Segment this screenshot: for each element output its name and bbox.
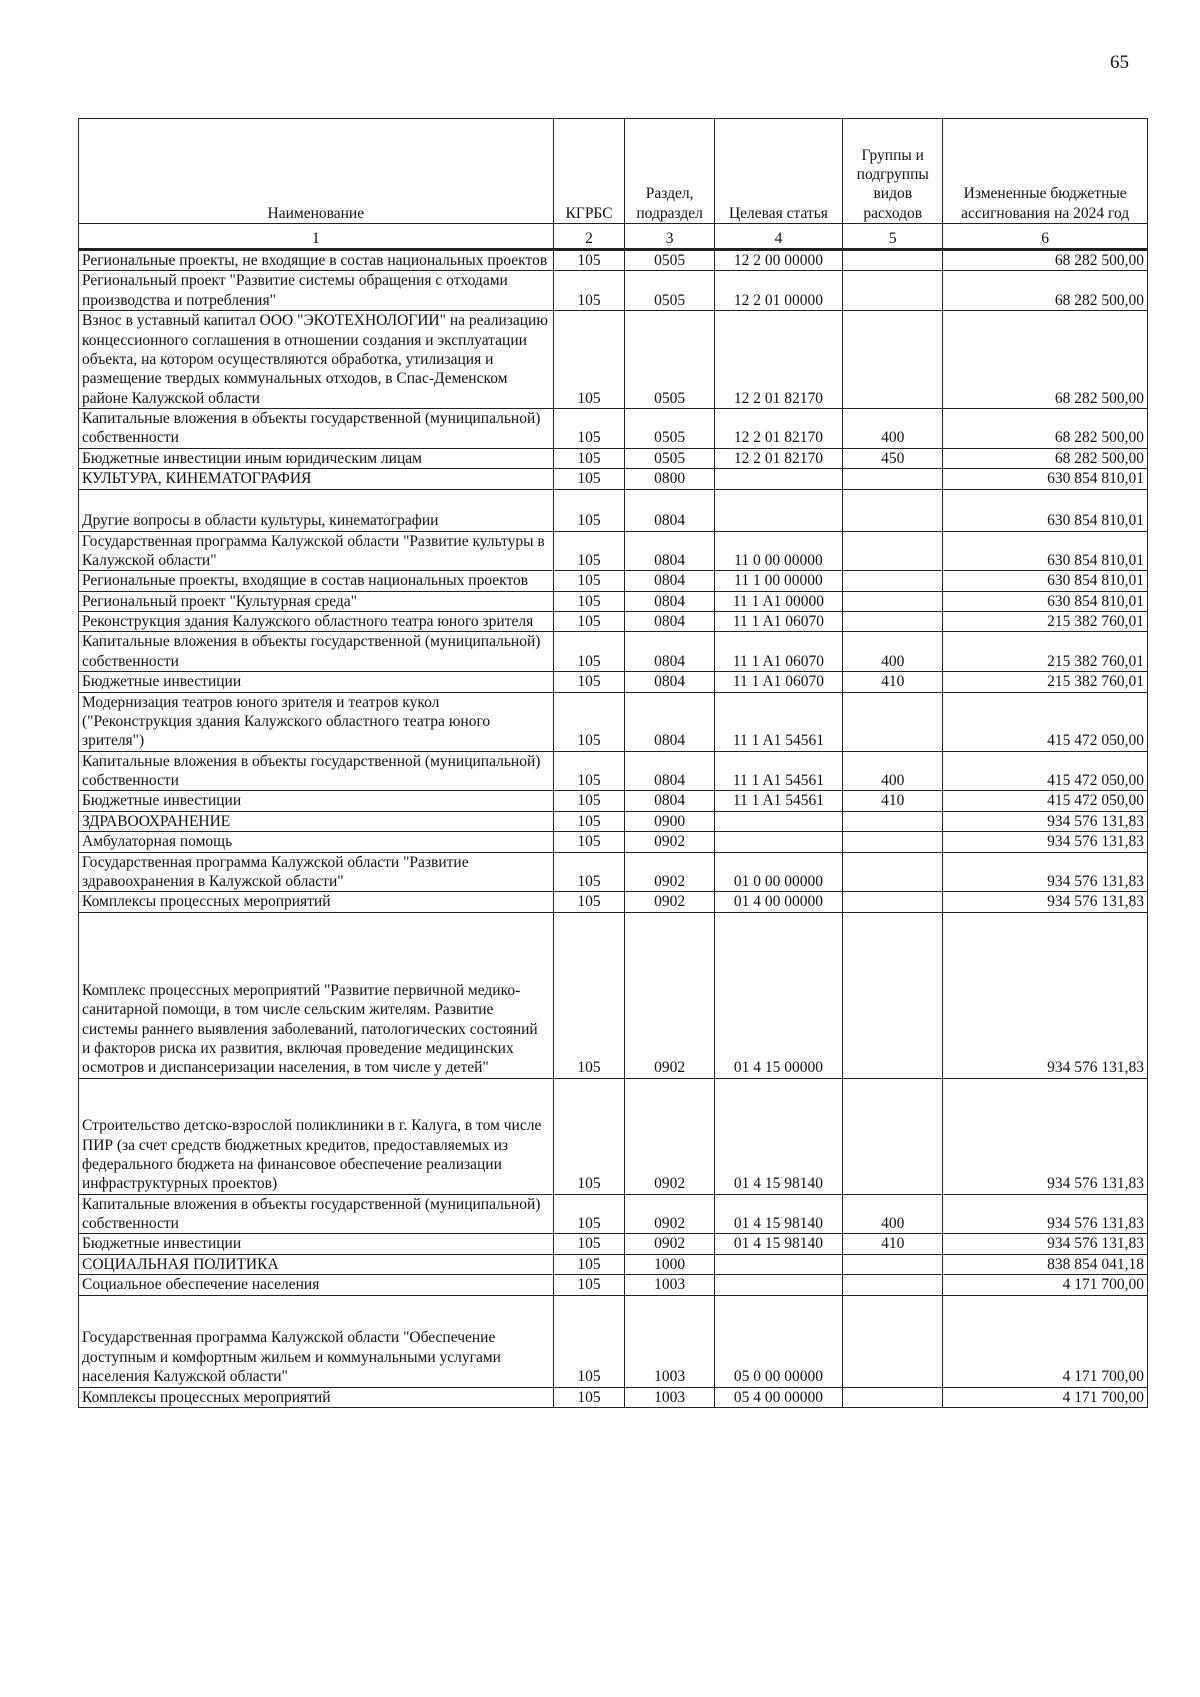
table-body xyxy=(79,250,1148,1408)
row-section: 0902 xyxy=(625,1194,714,1234)
table-row xyxy=(79,311,1148,409)
row-section: 0804 xyxy=(625,531,714,571)
row-kgrbs: 105 xyxy=(553,1275,625,1295)
table-row xyxy=(79,1295,1148,1387)
row-section: 0804 xyxy=(625,489,714,531)
table-row xyxy=(79,892,1148,912)
row-amount: 415 472 050,00 xyxy=(943,791,1148,811)
row-kgrbs: 105 xyxy=(553,1387,625,1407)
row-kgrbs: 105 xyxy=(553,571,625,591)
row-name: Региональный проект "Культурная среда" xyxy=(79,591,554,611)
table-row xyxy=(79,612,1148,632)
row-section: 0505 xyxy=(625,448,714,468)
row-section: 0902 xyxy=(625,832,714,852)
row-section: 0902 xyxy=(625,852,714,892)
row-target: 05 0 00 00000 xyxy=(714,1295,842,1387)
row-amount: 415 472 050,00 xyxy=(943,751,1148,791)
row-target: 11 1 A1 54561 xyxy=(714,791,842,811)
row-kgrbs: 105 xyxy=(553,1295,625,1387)
row-amount: 934 576 131,83 xyxy=(943,1078,1148,1194)
row-section: 0505 xyxy=(625,250,714,271)
row-name: Комплекс процессных мероприятий "Развитие первичной медико-санитарной помощи, в том числе сельским жителям. Развитие системы раннего выявления заболеваний, патологических состояний и факторов риска их развития, включая проведение медицинских осмотров и диспансеризации населения, в том числе у детей" xyxy=(79,912,554,1078)
row-kgrbs: 105 xyxy=(553,632,625,672)
row-section: 0902 xyxy=(625,1234,714,1254)
row-name: СОЦИАЛЬНАЯ ПОЛИТИКА xyxy=(79,1254,554,1274)
row-kgrbs: 105 xyxy=(553,751,625,791)
row-amount: 68 282 500,00 xyxy=(943,448,1148,468)
row-section: 0902 xyxy=(625,912,714,1078)
header-number: 6 xyxy=(943,224,1148,250)
header-number: 5 xyxy=(843,224,943,250)
row-amount: 630 854 810,01 xyxy=(943,591,1148,611)
row-name: Государственная программа Калужской области "Развитие культуры в Калужской области" xyxy=(79,531,554,571)
row-group xyxy=(843,571,943,591)
row-kgrbs: 105 xyxy=(553,1234,625,1254)
row-kgrbs: 105 xyxy=(553,852,625,892)
row-kgrbs: 105 xyxy=(553,271,625,311)
header-name: Наименование xyxy=(79,119,554,224)
row-section: 0804 xyxy=(625,791,714,811)
row-group xyxy=(843,1275,943,1295)
row-section: 1003 xyxy=(625,1295,714,1387)
row-group xyxy=(843,1387,943,1407)
row-section: 0804 xyxy=(625,571,714,591)
row-target: 01 0 00 00000 xyxy=(714,852,842,892)
row-group: 450 xyxy=(843,448,943,468)
row-target xyxy=(714,832,842,852)
row-section: 1000 xyxy=(625,1254,714,1274)
row-name: Региональные проекты, входящие в состав национальных проектов xyxy=(79,571,554,591)
page-number: 65 xyxy=(1110,52,1129,73)
row-amount: 68 282 500,00 xyxy=(943,271,1148,311)
row-amount: 215 382 760,01 xyxy=(943,672,1148,692)
row-group: 410 xyxy=(843,1234,943,1254)
row-section: 1003 xyxy=(625,1275,714,1295)
row-amount: 934 576 131,83 xyxy=(943,892,1148,912)
table-row xyxy=(79,1387,1148,1407)
row-group xyxy=(843,892,943,912)
row-group xyxy=(843,612,943,632)
row-name: Амбулаторная помощь xyxy=(79,832,554,852)
table-row xyxy=(79,250,1148,271)
row-name: Другие вопросы в области культуры, кинематографии xyxy=(79,489,554,531)
row-group xyxy=(843,1254,943,1274)
row-amount: 215 382 760,01 xyxy=(943,632,1148,672)
row-name: Государственная программа Калужской области "Обеспечение доступным и комфортным жильем и коммунальными услугами населения Калужской области" xyxy=(79,1295,554,1387)
table-row xyxy=(79,811,1148,831)
budget-table xyxy=(78,118,1148,1408)
row-section: 0900 xyxy=(625,811,714,831)
row-group: 400 xyxy=(843,409,943,449)
row-group xyxy=(843,531,943,571)
row-amount: 4 171 700,00 xyxy=(943,1387,1148,1407)
row-target: 01 4 00 00000 xyxy=(714,892,842,912)
row-name: Капитальные вложения в объекты государственной (муниципальной) собственности xyxy=(79,751,554,791)
row-target: 01 4 15 98140 xyxy=(714,1194,842,1234)
budget-table-container xyxy=(78,118,1148,1408)
row-amount: 934 576 131,83 xyxy=(943,832,1148,852)
row-section: 0804 xyxy=(625,591,714,611)
table-row xyxy=(79,1234,1148,1254)
row-amount: 838 854 041,18 xyxy=(943,1254,1148,1274)
row-section: 0505 xyxy=(625,271,714,311)
header-section: Раздел, подраздел xyxy=(625,119,714,224)
row-group xyxy=(843,250,943,271)
row-name: Региональные проекты, не входящие в состав национальных проектов xyxy=(79,250,554,271)
row-target: 11 1 A1 06070 xyxy=(714,632,842,672)
row-amount: 630 854 810,01 xyxy=(943,489,1148,531)
row-name: Бюджетные инвестиции иным юридическим лицам xyxy=(79,448,554,468)
table-row xyxy=(79,832,1148,852)
row-target: 11 0 00 00000 xyxy=(714,531,842,571)
row-name: Бюджетные инвестиции xyxy=(79,672,554,692)
header-target: Целевая статья xyxy=(714,119,842,224)
row-group: 410 xyxy=(843,791,943,811)
row-section: 0804 xyxy=(625,692,714,751)
row-section: 1003 xyxy=(625,1387,714,1407)
table-row xyxy=(79,591,1148,611)
row-section: 0804 xyxy=(625,612,714,632)
row-kgrbs: 105 xyxy=(553,892,625,912)
table-row xyxy=(79,409,1148,449)
row-amount: 68 282 500,00 xyxy=(943,250,1148,271)
row-name: Реконструкция здания Калужского областного театра юного зрителя xyxy=(79,612,554,632)
row-kgrbs: 105 xyxy=(553,250,625,271)
row-name: Социальное обеспечение населения xyxy=(79,1275,554,1295)
row-name: Капитальные вложения в объекты государственной (муниципальной) собственности xyxy=(79,632,554,672)
row-group xyxy=(843,311,943,409)
row-kgrbs: 105 xyxy=(553,311,625,409)
row-group xyxy=(843,852,943,892)
table-row xyxy=(79,672,1148,692)
row-group xyxy=(843,591,943,611)
table-row xyxy=(79,791,1148,811)
row-group xyxy=(843,832,943,852)
row-group: 400 xyxy=(843,632,943,672)
row-group: 400 xyxy=(843,751,943,791)
row-name: Капитальные вложения в объекты государственной (муниципальной) собственности xyxy=(79,409,554,449)
table-row xyxy=(79,632,1148,672)
row-section: 0902 xyxy=(625,1078,714,1194)
row-target: 12 2 01 00000 xyxy=(714,271,842,311)
row-target xyxy=(714,811,842,831)
row-amount: 934 576 131,83 xyxy=(943,852,1148,892)
row-target xyxy=(714,1254,842,1274)
header-number: 3 xyxy=(625,224,714,250)
row-target: 12 2 01 82170 xyxy=(714,409,842,449)
row-group xyxy=(843,912,943,1078)
row-amount: 68 282 500,00 xyxy=(943,409,1148,449)
row-kgrbs: 105 xyxy=(553,1254,625,1274)
header-group: Группы и подгруппы видов расходов xyxy=(843,119,943,224)
row-kgrbs: 105 xyxy=(553,489,625,531)
row-group xyxy=(843,489,943,531)
row-kgrbs: 105 xyxy=(553,811,625,831)
row-target: 01 4 15 00000 xyxy=(714,912,842,1078)
row-section: 0804 xyxy=(625,751,714,791)
row-target: 11 1 00 00000 xyxy=(714,571,842,591)
row-kgrbs: 105 xyxy=(553,531,625,571)
row-amount: 934 576 131,83 xyxy=(943,1234,1148,1254)
header-number: 1 xyxy=(79,224,554,250)
table-row xyxy=(79,448,1148,468)
row-kgrbs: 105 xyxy=(553,832,625,852)
row-name: Государственная программа Калужской области "Развитие здравоохранения в Калужской области" xyxy=(79,852,554,892)
row-amount: 215 382 760,01 xyxy=(943,612,1148,632)
table-row xyxy=(79,1254,1148,1274)
table-row xyxy=(79,912,1148,1078)
row-group xyxy=(843,1295,943,1387)
row-amount: 630 854 810,01 xyxy=(943,469,1148,489)
table-row xyxy=(79,692,1148,751)
row-kgrbs: 105 xyxy=(553,448,625,468)
table-row xyxy=(79,531,1148,571)
row-name: КУЛЬТУРА, КИНЕМАТОГРАФИЯ xyxy=(79,469,554,489)
table-row xyxy=(79,489,1148,531)
row-amount: 4 171 700,00 xyxy=(943,1275,1148,1295)
row-kgrbs: 105 xyxy=(553,591,625,611)
header-number: 4 xyxy=(714,224,842,250)
row-kgrbs: 105 xyxy=(553,912,625,1078)
row-group xyxy=(843,469,943,489)
row-section: 0804 xyxy=(625,672,714,692)
header-numbers-row xyxy=(79,224,1148,250)
row-target xyxy=(714,489,842,531)
row-name: Модернизация театров юного зрителя и театров кукол ("Реконструкция здания Калужского областного театра юного зрителя") xyxy=(79,692,554,751)
row-name: Капитальные вложения в объекты государственной (муниципальной) собственности xyxy=(79,1194,554,1234)
row-name: Региональный проект "Развитие системы обращения с отходами производства и потребления" xyxy=(79,271,554,311)
row-target: 01 4 15 98140 xyxy=(714,1234,842,1254)
row-amount: 4 171 700,00 xyxy=(943,1295,1148,1387)
header-kgrbs: КГРБС xyxy=(553,119,625,224)
table-row xyxy=(79,271,1148,311)
table-row xyxy=(79,852,1148,892)
row-section: 0902 xyxy=(625,892,714,912)
row-section: 0800 xyxy=(625,469,714,489)
row-name: Бюджетные инвестиции xyxy=(79,1234,554,1254)
row-group: 410 xyxy=(843,672,943,692)
row-amount: 68 282 500,00 xyxy=(943,311,1148,409)
header-row xyxy=(79,119,1148,224)
row-group xyxy=(843,271,943,311)
row-section: 0505 xyxy=(625,311,714,409)
row-target: 11 1 A1 06070 xyxy=(714,672,842,692)
row-group xyxy=(843,1078,943,1194)
table-row xyxy=(79,469,1148,489)
row-target: 11 1 A1 54561 xyxy=(714,751,842,791)
row-kgrbs: 105 xyxy=(553,791,625,811)
header-amount: Измененные бюджетные ассигнования на 2024 год xyxy=(943,119,1148,224)
row-amount: 934 576 131,83 xyxy=(943,912,1148,1078)
row-group xyxy=(843,811,943,831)
table-row xyxy=(79,751,1148,791)
row-target: 12 2 01 82170 xyxy=(714,448,842,468)
row-target: 12 2 00 00000 xyxy=(714,250,842,271)
row-amount: 934 576 131,83 xyxy=(943,811,1148,831)
row-kgrbs: 105 xyxy=(553,409,625,449)
row-name: ЗДРАВООХРАНЕНИЕ xyxy=(79,811,554,831)
row-kgrbs: 105 xyxy=(553,1078,625,1194)
row-target xyxy=(714,1275,842,1295)
row-amount: 934 576 131,83 xyxy=(943,1194,1148,1234)
row-kgrbs: 105 xyxy=(553,612,625,632)
row-target: 05 4 00 00000 xyxy=(714,1387,842,1407)
header-number: 2 xyxy=(553,224,625,250)
row-amount: 415 472 050,00 xyxy=(943,692,1148,751)
row-kgrbs: 105 xyxy=(553,469,625,489)
row-amount: 630 854 810,01 xyxy=(943,531,1148,571)
table-row xyxy=(79,1275,1148,1295)
table-row xyxy=(79,1194,1148,1234)
row-group: 400 xyxy=(843,1194,943,1234)
row-target xyxy=(714,469,842,489)
row-target: 11 1 A1 06070 xyxy=(714,612,842,632)
row-kgrbs: 105 xyxy=(553,692,625,751)
row-name: Бюджетные инвестиции xyxy=(79,791,554,811)
row-target: 01 4 15 98140 xyxy=(714,1078,842,1194)
row-group xyxy=(843,692,943,751)
row-section: 0804 xyxy=(625,632,714,672)
row-target: 11 1 A1 54561 xyxy=(714,692,842,751)
row-kgrbs: 105 xyxy=(553,672,625,692)
row-name: Комплексы процессных мероприятий xyxy=(79,1387,554,1407)
row-amount: 630 854 810,01 xyxy=(943,571,1148,591)
row-target: 12 2 01 82170 xyxy=(714,311,842,409)
table-row xyxy=(79,1078,1148,1194)
row-section: 0505 xyxy=(625,409,714,449)
row-target: 11 1 A1 00000 xyxy=(714,591,842,611)
row-name: Комплексы процессных мероприятий xyxy=(79,892,554,912)
row-name: Строительство детско-взрослой поликлиники в г. Калуга, в том числе ПИР (за счет средств бюджетных кредитов, предоставляемых из федерального бюджета на финансовое обеспечение реализации инфраструктурных проектов) xyxy=(79,1078,554,1194)
row-kgrbs: 105 xyxy=(553,1194,625,1234)
table-row xyxy=(79,571,1148,591)
row-name: Взнос в уставный капитал ООО "ЭКОТЕХНОЛОГИИ" на реализацию концессионного соглашения в отношении создания и эксплуатации объекта, на котором осуществляются обработка, утилизация и размещение твердых коммунальных отходов, в Спас-Деменском районе Калужской области xyxy=(79,311,554,409)
